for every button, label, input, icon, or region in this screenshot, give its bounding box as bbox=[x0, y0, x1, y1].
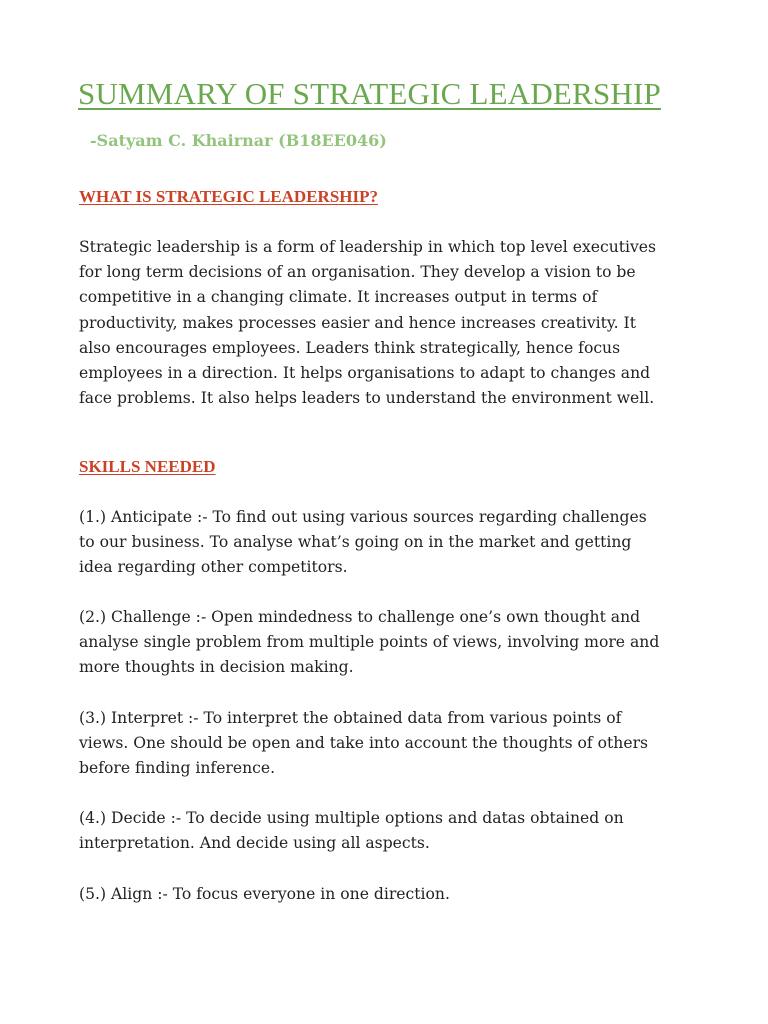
skill-item-challenge bbox=[79, 605, 689, 681]
paragraph-line: face problems. It also helps leaders to understand the environment well. bbox=[79, 389, 655, 408]
paragraph-line: idea regarding other competitors. bbox=[79, 558, 348, 577]
skill-item-interpret bbox=[79, 706, 689, 782]
paragraph-line: for long term decisions of an organisation. They develop a vision to be bbox=[79, 263, 636, 282]
paragraph-line: before finding inference. bbox=[79, 759, 276, 778]
paragraph-line: to our business. To analyse what’s going on in the market and getting bbox=[79, 533, 632, 552]
skill-item-anticipate bbox=[79, 505, 689, 581]
paragraph-line: employees in a direction. It helps organisations to adapt to changes and bbox=[79, 364, 651, 383]
paragraph-line: (5.) Align :- To focus everyone in one direction. bbox=[79, 885, 450, 903]
paragraph-line: (2.) Challenge :- Open mindedness to challenge one’s own thought and bbox=[79, 608, 641, 626]
paragraph-line: (4.) Decide :- To decide using multiple options and datas obtained on bbox=[79, 809, 624, 827]
paragraph-line: also encourages employees. Leaders think strategically, hence focus bbox=[79, 338, 621, 357]
skill-item-align bbox=[79, 882, 689, 907]
paragraph-line: competitive in a changing climate. It increases output in terms of bbox=[79, 288, 598, 307]
paragraph-line: (3.) Interpret :- To interpret the obtained data from various points of bbox=[79, 709, 622, 727]
paragraph-line: (1.) Anticipate :- To find out using various sources regarding challenges bbox=[79, 508, 647, 526]
paragraph-line: views. One should be open and take into account the thoughts of others bbox=[79, 734, 649, 753]
paragraph-line: analyse single problem from multiple points of views, involving more and bbox=[79, 633, 660, 652]
intro-paragraph bbox=[79, 235, 689, 411]
section-heading-what-is: WHAT IS STRATEGIC LEADERSHIP? bbox=[79, 187, 378, 206]
skill-item-decide bbox=[79, 806, 689, 856]
document-title: SUMMARY OF STRATEGIC LEADERSHIP bbox=[78, 76, 661, 111]
paragraph-line: interpretation. And decide using all aspects. bbox=[79, 834, 430, 853]
paragraph-line: Strategic leadership is a form of leadership in which top level executives bbox=[79, 238, 657, 256]
document-author: -Satyam C. Khairnar (B18EE046) bbox=[90, 131, 387, 150]
paragraph-line: productivity, makes processes easier and hence increases creativity. It bbox=[79, 313, 636, 332]
section-heading-skills: SKILLS NEEDED bbox=[79, 457, 216, 476]
paragraph-line: more thoughts in decision making. bbox=[79, 658, 354, 677]
